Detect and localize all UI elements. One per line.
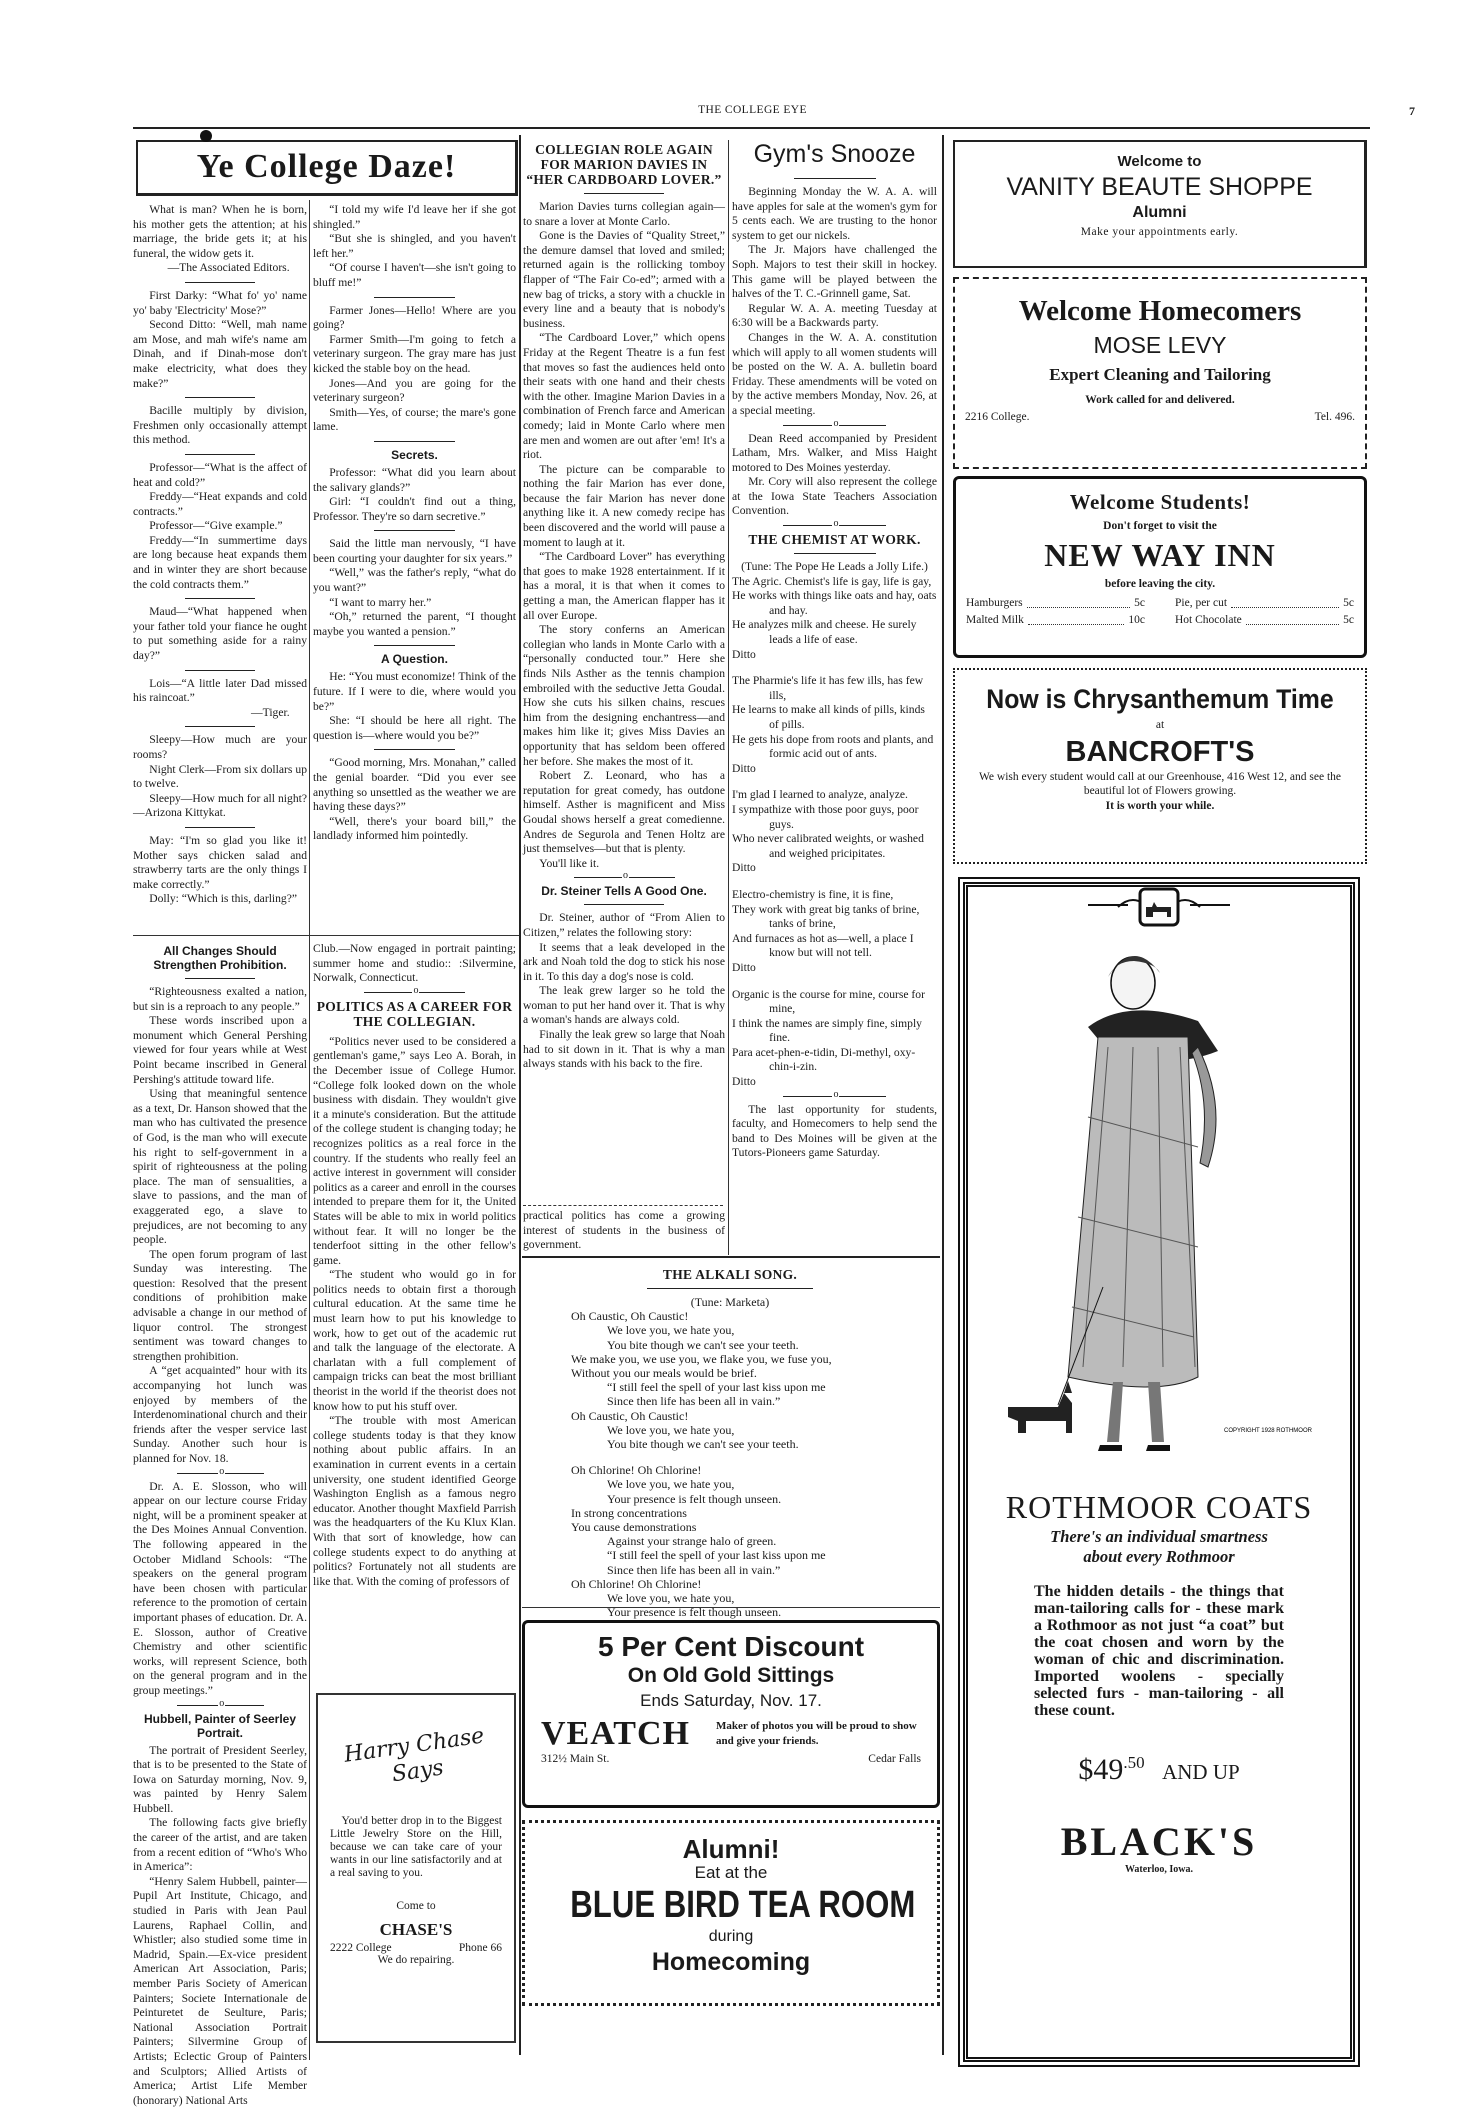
paragraph: Dolly: “Which is this, darling?” bbox=[149, 892, 298, 906]
paragraph: You'll like it. bbox=[539, 856, 600, 870]
newway-menu bbox=[966, 595, 1354, 629]
gyms-snooze-title: Gym's Snooze bbox=[753, 140, 916, 168]
prohibition-slosson-hubbell-column bbox=[133, 942, 307, 2107]
paragraph: Using that meaningful sentence as a text, Dr. Hanson showed that the man who has cultivated the presence of God, is the man who will execute his right to self-government in a spirit of righteousness at the poling place. The man of sensualities, a slave to passions, and the man of exaggerated ego, a slave to prejudices, are not becoming to any people. bbox=[133, 1087, 307, 1247]
verse-line: Electro-chemistry is fine, it is fine, bbox=[732, 887, 894, 901]
paragraph: Night Clerk—From six dollars up to twelve. bbox=[133, 762, 307, 791]
blacks-city: Waterloo, Iowa. bbox=[1124, 1864, 1194, 1875]
rothmoor-title: ROTHMOOR COATS bbox=[1005, 1489, 1313, 1525]
veatch-sub: On Old Gold Sittings bbox=[627, 1664, 835, 1687]
menu-item-name: Malted Milk bbox=[966, 614, 1024, 626]
mose-levy-ad bbox=[953, 277, 1367, 469]
verse-line: “I still feel the spell of your last kiss upon me bbox=[607, 1380, 826, 1395]
stanza-gap bbox=[732, 876, 937, 888]
paragraph: “The student who would go in for politics needs to obtain first a thorough cultural education. At the same time he must learn how to put his knowledge to work, how to get out of the academic rut and talk the language of the electorate. A charlatan with a full complement of campaign tricks can beat the most brilliant theorist in the world if the theorist does not know how to put his stuff over. bbox=[313, 1268, 516, 1413]
paragraph: “Henry Salem Hubbell, painter—Pupil Art Institute, Chicago, and studied in Paris with Jean Paul Laurens, Raphael Collin, and Whistler; also studied some time in Madrid, Spain.—Ex-vice president American Art Association, Paris; member Paris Society of American Painters; Societe Internationale de Peinturetet de Seulture, Paris; National Association Portrait Painters; Silvermine Group of Artists; Eclectic Group of Painters and Sculptors; Allied Artists of America; Artist Life Member (honorary) National Arts bbox=[133, 1874, 307, 2107]
separator-rule bbox=[185, 598, 255, 599]
paragraph: Farmer Jones—Hello! Where are you going? bbox=[313, 303, 516, 332]
paragraph: Robert Z. Leonard, who has a reputation for great comedy, has outdone himself. Asther is magnificent and Miss Goudal shows herself a great comedienne. Andres de Segurola and Tenen Holtz are just themselves—but that is plenty. bbox=[523, 769, 725, 856]
veatch-ends: Ends Saturday, Nov. 17. bbox=[640, 1691, 822, 1710]
separator-rule bbox=[783, 525, 886, 526]
verse-line: I sympathize with those poor guys, poor guys. bbox=[732, 802, 919, 831]
college-daze-masthead bbox=[136, 140, 518, 196]
separator-rule bbox=[177, 1705, 264, 1706]
headline: A Question. bbox=[381, 652, 448, 667]
veatch-name: VEATCH bbox=[541, 1715, 690, 1752]
separator-rule bbox=[584, 904, 665, 905]
price-cents: .50 bbox=[1123, 1753, 1145, 1772]
levy-service: Expert Cleaning and Tailoring bbox=[1049, 365, 1271, 384]
paragraph: Smith—Yes, of course; the mare's gone lame. bbox=[313, 405, 516, 434]
bancroft-body: We wish every student would call at our Greenhouse, 416 West 12, and see the beautiful lot of Flowers growing. bbox=[978, 771, 1341, 797]
verse-line: Oh Chlorine! Oh Chlorine! bbox=[571, 1576, 702, 1591]
rothmoor-coats-blacks-ad bbox=[963, 882, 1355, 2062]
byline: —Tiger. bbox=[251, 705, 290, 719]
scottie-dog-icon bbox=[1008, 1381, 1072, 1433]
verse-line: Oh Caustic, Oh Caustic! bbox=[571, 1408, 689, 1423]
verse-line: Organic is the course for mine, course for mine, bbox=[732, 987, 925, 1016]
paragraph: It seems that a leak developed in the ark and Noah told the dog to stick his nose in it. To this day a dog's nose is cold. bbox=[523, 940, 725, 983]
verse-line: The Agric. Chemist's life is gay, life is gay, bbox=[732, 574, 932, 588]
chase-come-to: Come to bbox=[396, 1900, 436, 1912]
paragraph: The open forum program of last Sunday was interesting. The question: Resolved that the present conditions of prohibition make advisable a change in our method of liquor control. The strongest sentiment was toward changes to strengthen prohibition. bbox=[133, 1247, 307, 1363]
headline: POLITICS AS A CAREER FOR THE COLLEGIAN. bbox=[316, 998, 513, 1029]
separator-rule bbox=[185, 454, 255, 455]
paragraph: Gone is the Davies of “Quality Street,” the demure damsel that loved and smiled; returned again is the rollicking tomboy flapper of “The Fair Co-ed”; armed with a new bag of tricks, a story with a chuckle in every line and a beauty that is nobody's business. bbox=[523, 229, 725, 330]
chase-jewelry-ad bbox=[316, 1693, 516, 2043]
column-rule bbox=[942, 135, 944, 2055]
veatch-address: 312½ Main St. bbox=[541, 1753, 610, 1765]
paragraph: Dr. A. E. Slosson, who will appear on our lecture course Friday night, will be a prominent speaker at the Des Moines Annual Convention. The following appeared in the October Midland Schools: “The speakers on the general program have been chosen with particular reference to the promotion of certain important phases of education. Dr. A. E. Slosson, author of Creative Chemistry and other scientific works, will represent Science, both on the general program and in the group meetings.” bbox=[133, 1479, 307, 1697]
headline: THE ALKALI SONG. bbox=[662, 1267, 798, 1282]
dotted-rule bbox=[523, 1205, 723, 1206]
paragraph: “The trouble with most American college students today is that they know nothing about public affairs. In an examination in current events in a certain university, one student identified George Washington English as a famous negro educator. Another thought Maxfield Parrish was the headquarters of the Ku Klux Klan. With that sort of knowledge, how can college students expect to do anything at politics? Fortunately not all students are like that. With the coming of professors of bbox=[313, 1414, 516, 1588]
scottie-emblem-icon bbox=[1088, 889, 1230, 925]
paragraph: Said the little man nervously, “I have been courting your daughter for six years.” bbox=[313, 537, 516, 565]
rothmoor-illustration bbox=[968, 887, 1350, 1487]
rothmoor-tagline-1: There's an individual smartness bbox=[1050, 1527, 1268, 1546]
column-rule bbox=[519, 135, 521, 2055]
paragraph: Girl: “I couldn't find out a thing, Professor. They're so darn secretive.” bbox=[313, 495, 516, 523]
levy-tel: Tel. 496. bbox=[1314, 411, 1355, 423]
verse-line: Ditto bbox=[732, 861, 756, 875]
verse-line: Oh Chlorine! Oh Chlorine! bbox=[571, 1463, 702, 1478]
separator-rule bbox=[584, 193, 665, 194]
chase-name: CHASE'S bbox=[379, 1920, 453, 1939]
section-rule bbox=[522, 1256, 940, 1258]
paragraph: “The Cardboard Lover,” which opens Friday at the Regent Theatre is a fun fest that moves so fast the audiences held onto their seats with one hand and their chests with the other. Imagine Marion Davies in a combination of French farce and American comedy; laid in Monte Carlo where men are men and women are out after 'em! It's a riot. bbox=[523, 331, 725, 462]
separator-rule bbox=[374, 441, 455, 442]
paragraph: “Righteousness exalted a nation, but sin is a reproach to any people.” bbox=[133, 985, 307, 1013]
paragraph: The last opportunity for students, faculty, and Homecomers to help send the band to Des Moines will be given at the Tutors-Pioneers game Saturday. bbox=[732, 1102, 937, 1160]
verse-line: And furnaces as hot as—well, a place I know but will not tell. bbox=[732, 931, 914, 960]
verse-line: Without you our meals would be brief. bbox=[571, 1366, 757, 1381]
separator-rule bbox=[374, 530, 455, 531]
menu-item bbox=[966, 612, 1145, 629]
column-rule bbox=[728, 140, 729, 1255]
paragraph: Sleepy—How much are your rooms? bbox=[133, 733, 307, 761]
rothmoor-body: The hidden details - the things that man-tailoring calls for - these mark a Rothmoor as not just “a coat” but the coat chosen and worn by the woman of chic and discrimination. Imported woolens - specially selected furs - man-tailoring - all these count. bbox=[1034, 1583, 1284, 1719]
blue-bird-tea-room-ad bbox=[522, 1820, 940, 2006]
paragraph: The story conferns an American collegian who lands in Monte Carlo with a “personally conducted tour.” Here she finds Nils Asther as the tennis champion embroiled with the seductive Jetta Goudal. How she cuts his silken chains, rescues him from the designing enchantress—and makes him like it; gives Miss Davies an opportunity that has seldom been offered her before. She makes the most of it. bbox=[523, 623, 725, 768]
levy-name: MOSE LEVY bbox=[1093, 332, 1227, 358]
bancroft-at: at bbox=[1155, 719, 1165, 731]
marion-davies-steiner-column bbox=[523, 140, 725, 1200]
vanity-note: Make your appointments early. bbox=[1080, 226, 1239, 238]
paragraph: He: “You must economize! Think of the future. If I were to die, where would you be?” bbox=[313, 670, 516, 713]
masthead-title: Ye College Daze! bbox=[196, 148, 457, 185]
menu-item-price: 5c bbox=[1134, 597, 1145, 609]
woman-in-coat-figure bbox=[1068, 956, 1218, 1451]
paragraph: “Politics never used to be considered a gentleman's game,” says Leo A. Borah, in the December issue of College Humor. “College folk looked down on the whole business with disdain. They wouldn't give it a minute's consideration. But the attitude of the college student is changing today; he recognizes politics as a real force in the country. If the students who really feel an active interest in government will consider politics as a career and enroll in the courses intended to prepare them for it, the United States will be able to mix in world politics without fear. It will no longer be the tenderfoot sitting in the other fellow's game. bbox=[313, 1034, 516, 1267]
jokes-column-1 bbox=[133, 203, 307, 933]
chase-repair: We do repairing. bbox=[377, 1954, 455, 1966]
separator-rule bbox=[364, 992, 466, 993]
rothmoor-price bbox=[968, 1745, 1350, 1790]
levy-note: Work called for and delivered. bbox=[1085, 394, 1235, 406]
paragraph: Lois—“A little later Dad missed his raincoat.” bbox=[133, 676, 307, 705]
price-dollars: $49 bbox=[1078, 1753, 1124, 1786]
separator-rule bbox=[185, 670, 255, 671]
verse-tune: (Tune: The Pope He Leads a Jolly Life.) bbox=[741, 560, 928, 574]
verse-line: We make you, we use you, we flake you, we fuse you, bbox=[571, 1351, 832, 1366]
verse-line: Ditto bbox=[732, 761, 756, 775]
bluebird-name: BLUE BIRD TEA ROOM bbox=[570, 1884, 916, 1926]
paragraph: These words inscribed upon a monument which General Pershing viewed for four years while at West Point became inscribed in General Pershing's attitude toward life. bbox=[133, 1014, 307, 1086]
menu-item bbox=[966, 595, 1145, 612]
verse-line: Oh Caustic, Oh Caustic! bbox=[571, 1309, 689, 1324]
verse-line: Since then life has been all in vain.” bbox=[607, 1562, 781, 1577]
verse-line: Ditto bbox=[732, 960, 756, 974]
levy-welcome: Welcome Homecomers bbox=[1018, 295, 1302, 327]
verse-line: He analyzes milk and cheese. He surely leads a life of ease. bbox=[732, 618, 917, 647]
paragraph: Marion Davies turns collegian again—to snare a lover at Monte Carlo. bbox=[523, 200, 725, 228]
verse-line: He learns to make all kinds of pills, kinds of pills. bbox=[732, 703, 925, 731]
verse-line: “I still feel the spell of your last kiss upon me bbox=[607, 1548, 826, 1563]
newway-visit: Don't forget to visit the bbox=[1103, 520, 1217, 532]
paragraph: The picture can be comparable to nothing the fair Marion has ever done, because the fair Marion has never done anything like it. A new comedy recipe has been discovered and the world will pause a moment to laugh at it. bbox=[523, 462, 725, 549]
byline: —The Associated Editors. bbox=[167, 261, 290, 275]
paragraph: She: “I should be here all right. The question is—where would you be?” bbox=[313, 714, 516, 742]
menu-item-name: Hot Chocolate bbox=[1175, 614, 1242, 626]
verse-line: I'm glad I learned to analyze, analyze. bbox=[732, 788, 908, 802]
paragraph: Freddy—“Heat expands and cold contracts.” bbox=[133, 490, 307, 518]
blacks-store-name: BLACK'S bbox=[1060, 1819, 1258, 1864]
veatch-city: Cedar Falls bbox=[868, 1753, 921, 1765]
chase-phone: Phone 66 bbox=[458, 1942, 502, 1954]
stanza-gap bbox=[732, 662, 937, 674]
stanza-gap bbox=[732, 976, 937, 988]
price-suffix: AND UP bbox=[1162, 1760, 1240, 1784]
separator-rule bbox=[374, 749, 455, 750]
bancroft-flowers-ad bbox=[953, 668, 1367, 864]
veatch-photo-ad bbox=[522, 1620, 940, 1808]
paragraph: May: “I'm so glad you like it! Mother says chicken salad and strawberry tarts are the only things I make correctly.” bbox=[133, 833, 307, 891]
bluebird-during: during bbox=[708, 1928, 754, 1945]
verse-line: He works with things like oats and hay, oats and hay. bbox=[732, 589, 937, 617]
paragraph: “Good morning, Mrs. Monahan,” called the genial boarder. “Did you ever see anything so unsettled as the weather we are having these days?” bbox=[313, 756, 516, 814]
menu-item-name: Pie, per cut bbox=[1175, 597, 1228, 609]
section-rule bbox=[133, 935, 519, 936]
separator-rule bbox=[185, 978, 255, 979]
headline: THE CHEMIST AT WORK. bbox=[748, 532, 921, 548]
paragraph: Regular W. A. A. meeting Tuesday at 6:30 will be a Backwards party. bbox=[732, 301, 937, 330]
rothmoor-tagline-2: about every Rothmoor bbox=[1083, 1547, 1235, 1566]
paragraph: Sleepy—How much for all night?—Arizona Kittykat. bbox=[133, 791, 307, 820]
paragraph: practical politics has come a growing interest of students in the business of government. bbox=[523, 1209, 725, 1252]
alkali-song bbox=[523, 1265, 937, 1620]
paragraph: Jones—And you are going for the veterinary surgeon? bbox=[313, 376, 516, 405]
harry-chase-signature: Harry Chase Says bbox=[342, 1723, 486, 1788]
menu-item-price: 5c bbox=[1343, 597, 1354, 609]
headline: Hubbell, Painter of Seerley Portrait. bbox=[143, 1711, 297, 1740]
levy-address: 2216 College. bbox=[965, 411, 1030, 423]
paragraph: The Jr. Majors have challenged the Soph. Majors to test their skill in hockey. This game will be played between the halves of the T. C.-Grinnell game, Sat. bbox=[732, 243, 937, 301]
separator-rule bbox=[177, 1473, 264, 1474]
rothmoor-copyright: COPYRIGHT 1928 ROTHMOOR bbox=[1224, 1428, 1312, 1434]
paragraph: “Well,” was the father's reply, “what do you want?” bbox=[313, 566, 516, 595]
verse-line: Against your strange halo of green. bbox=[607, 1534, 777, 1549]
vanity-welcome: Welcome to bbox=[1117, 153, 1202, 170]
chase-contact bbox=[330, 1942, 502, 1954]
paragraph: “Oh,” returned the parent, “I thought maybe you wanted a pension.” bbox=[313, 610, 516, 638]
stanza-gap bbox=[732, 776, 937, 788]
paragraph: Maud—“What happened when your father told your fiance he ought to put something aside for a rainy day?” bbox=[133, 605, 307, 663]
separator-rule bbox=[574, 877, 675, 878]
paragraph: “The Cardboard Lover” has everything that goes to make 1928 entertainment. If it has a moral, it is that when it comes to getting a man, the American flapper has it all over Europe. bbox=[523, 550, 725, 622]
masthead-dot bbox=[200, 130, 212, 142]
politics-article-column bbox=[313, 942, 516, 1687]
verse-line: Who never calibrated weights, or washed and weighed pricipitates. bbox=[732, 832, 924, 860]
bancroft-headline: Now is Chrysanthemum Time bbox=[986, 684, 1334, 714]
new-way-inn-ad bbox=[953, 476, 1367, 658]
bluebird-eat: Eat at the bbox=[694, 1863, 768, 1882]
verse-tune: (Tune: Marketa) bbox=[690, 1295, 770, 1309]
menu-item bbox=[1175, 612, 1354, 629]
paragraph: Mr. Cory will also represent the college at the Iowa State Teachers Association Convention. bbox=[732, 475, 937, 518]
verse-line: In strong concentrations bbox=[571, 1505, 687, 1520]
separator-rule bbox=[374, 297, 455, 298]
paragraph: “But she is shingled, and you haven't left her.” bbox=[313, 232, 516, 260]
separator-rule bbox=[647, 1288, 813, 1289]
bancroft-name: BANCROFT'S bbox=[1065, 736, 1255, 768]
separator-rule bbox=[185, 397, 255, 398]
headline: Dr. Steiner Tells A Good One. bbox=[541, 884, 707, 899]
verse-line: He gets his dope from roots and plants, and formic acid out of ants. bbox=[732, 732, 934, 761]
separator-rule bbox=[185, 726, 255, 727]
separator-rule bbox=[783, 1096, 886, 1097]
bluebird-alumni: Alumni! bbox=[682, 1834, 780, 1864]
headline: All Changes Should Strengthen Prohibition. bbox=[153, 944, 287, 972]
stanza-gap bbox=[523, 1451, 937, 1463]
paragraph: “I told my wife I'd leave her if she got shingled.” bbox=[313, 203, 516, 231]
newway-name: NEW WAY INN bbox=[1044, 537, 1276, 573]
verse-line: You bite though we can't see your teeth. bbox=[607, 1337, 799, 1352]
paragraph: What is man? When he is born, his mother gets the attention; at his marriage, the bride gets it; at his funeral, the widow gets it. bbox=[133, 203, 307, 260]
paragraph: Farmer Smith—I'm going to fetch a veterinary surgeon. The gray mare has just kicked the stable boy on the head. bbox=[313, 332, 516, 375]
paragraph: Professor: “What did you learn about the salivary glands?” bbox=[313, 465, 516, 494]
newspaper-title: THE COLLEGE EYE bbox=[698, 104, 807, 116]
paragraph: “I want to marry her.” bbox=[329, 595, 432, 609]
verse-line: I think the names are simply fine, simply fine. bbox=[732, 1016, 922, 1045]
paragraph: A “get acquainted” hour with its accompanying hot lunch was enjoyed by members of the Interdenominational church and their friends after the vesper service last Sunday. Another such hour is planned for Nov. 18. bbox=[133, 1364, 307, 1465]
separator-rule bbox=[185, 282, 255, 283]
header-rule bbox=[133, 127, 1370, 129]
separator-rule bbox=[374, 645, 455, 646]
paragraph: Professor—“What is the affect of heat and cold?” bbox=[133, 460, 307, 489]
newway-before: before leaving the city. bbox=[1104, 578, 1216, 590]
vanity-name: VANITY BEAUTE SHOPPE bbox=[1006, 173, 1313, 201]
paragraph: Dr. Steiner, author of “From Alien to Citizen,” relates the following story: bbox=[523, 911, 725, 939]
verse-line: The Pharmie's life it has few ills, has few ills, bbox=[732, 674, 924, 702]
politics-continuation bbox=[523, 1209, 725, 1254]
separator-rule bbox=[783, 425, 886, 426]
paragraph: “Well, there's your board bill,” the landlady informed him pointedly. bbox=[313, 814, 516, 843]
headline: Secrets. bbox=[391, 447, 438, 462]
verse-line: You bite though we can't see your teeth. bbox=[607, 1437, 799, 1452]
paragraph: Beginning Monday the W. A. A. will have apples for sale at the women's gym for 5 cents each. We are trusting to the honor system to get our nickels. bbox=[732, 185, 937, 242]
paragraph: Freddy—“In summertime days are long because heat expands them and in winter they are short because the cold contracts them.” bbox=[133, 533, 307, 591]
menu-item-price: 5c bbox=[1343, 614, 1354, 626]
verse-line: We love you, we hate you, bbox=[607, 1422, 735, 1437]
veatch-headline: 5 Per Cent Discount bbox=[597, 1631, 865, 1662]
verse-line: Ditto bbox=[732, 647, 756, 661]
verse-line: Since then life has been all in vain.” bbox=[607, 1394, 781, 1409]
verse-line: We love you, we hate you, bbox=[607, 1323, 735, 1338]
paragraph: Finally the leak grew so large that Noah had to sit down in it. That is why a man always stands with his back to the fire. bbox=[523, 1028, 725, 1071]
column-rule bbox=[309, 200, 310, 2060]
verse-line: Para acet-phen-e-tidin, Di-methyl, oxy-chin-i-zin. bbox=[732, 1045, 916, 1074]
verse-line: Your presence is felt though unseen. bbox=[607, 1605, 782, 1620]
paragraph: Professor—“Give example.” bbox=[149, 519, 283, 533]
menu-item-price: 10c bbox=[1128, 614, 1145, 626]
vanity-beaute-shoppe-ad bbox=[953, 140, 1367, 268]
paragraph: The following facts give briefly the career of the artist, and are taken from a recent edition of “Who's Who in America”: bbox=[133, 1816, 307, 1874]
paragraph: Dean Reed accompanied by President Latham, Mrs. Walker, and Miss Haight motored to Des Moines yesterday. bbox=[732, 431, 937, 474]
newway-welcome: Welcome Students! bbox=[1069, 490, 1251, 514]
page-number: 7 bbox=[1409, 104, 1415, 118]
bancroft-tag: It is worth your while. bbox=[1105, 800, 1215, 812]
gyms-snooze-column bbox=[732, 172, 937, 1252]
paragraph: The leak grew larger so he told the woman to put her hand over it. That is why a woman's hands are always cold. bbox=[523, 984, 725, 1027]
separator-rule bbox=[185, 827, 255, 828]
bluebird-event: Homecoming bbox=[651, 1948, 811, 1976]
verse-line: Ditto bbox=[732, 1075, 756, 1089]
verse-line: We love you, we hate you, bbox=[607, 1591, 735, 1606]
chase-body: You'd better drop in to the Biggest Little Jewelry Store on the Hill, because we can take care of your wants in our line satisfactorily and at a real saving to you. bbox=[330, 1815, 502, 1879]
separator-rule bbox=[794, 553, 876, 554]
paragraph: First Darky: “What fo' yo' name yo' baby 'Electricity' Mose?” bbox=[133, 288, 307, 317]
paragraph: Changes in the W. A. A. constitution which will apply to all women students will be posted on the W. A. A. bulletin board Friday. These amendments will be voted on by the active members Monday, Nov. 26, at a special meeting. bbox=[732, 330, 937, 417]
running-head bbox=[135, 104, 1415, 126]
paragraph: The portrait of President Seerley, that is to be presented to the State of Iowa on Saturday morning, Nov. 9, was painted by Henry Salem Hubbell. bbox=[133, 1743, 307, 1815]
chase-address: 2222 College bbox=[330, 1942, 392, 1954]
verse-line: They work with great big tanks of brine, tanks of brine, bbox=[732, 902, 920, 931]
jokes-column-2 bbox=[313, 203, 516, 933]
paragraph: Second Ditto: “Well, mah name am Mose, and mah wife's name am Dinah, and if Dinah-mose don't make electricity, what does they make?” bbox=[133, 318, 307, 390]
verse-line: Your presence is felt though unseen. bbox=[607, 1491, 782, 1506]
verse-line: We love you, we hate you, bbox=[607, 1477, 735, 1492]
veatch-tagline: Maker of photos you will be proud to show and give your friends. bbox=[716, 1720, 917, 1747]
menu-item-name: Hamburgers bbox=[966, 597, 1023, 609]
menu-item bbox=[1175, 595, 1354, 612]
vanity-alumni: Alumni bbox=[1132, 204, 1187, 221]
verse-line: You cause demonstrations bbox=[571, 1520, 697, 1535]
headline: COLLEGIAN ROLE AGAIN FOR MARION DAVIES IN “HER CARDBOARD LOVER.” bbox=[526, 142, 722, 187]
separator-rule bbox=[794, 178, 876, 179]
paragraph: “Of course I haven't—she isn't going to bluff me!” bbox=[313, 261, 516, 289]
paragraph: Club.—Now engaged in portrait painting; summer home and studio:: :Silvermine, Norwalk, Connecticut. bbox=[313, 942, 516, 985]
paragraph: Bacille multiply by division, Freshmen only occasionally attempt this method. bbox=[133, 404, 307, 447]
